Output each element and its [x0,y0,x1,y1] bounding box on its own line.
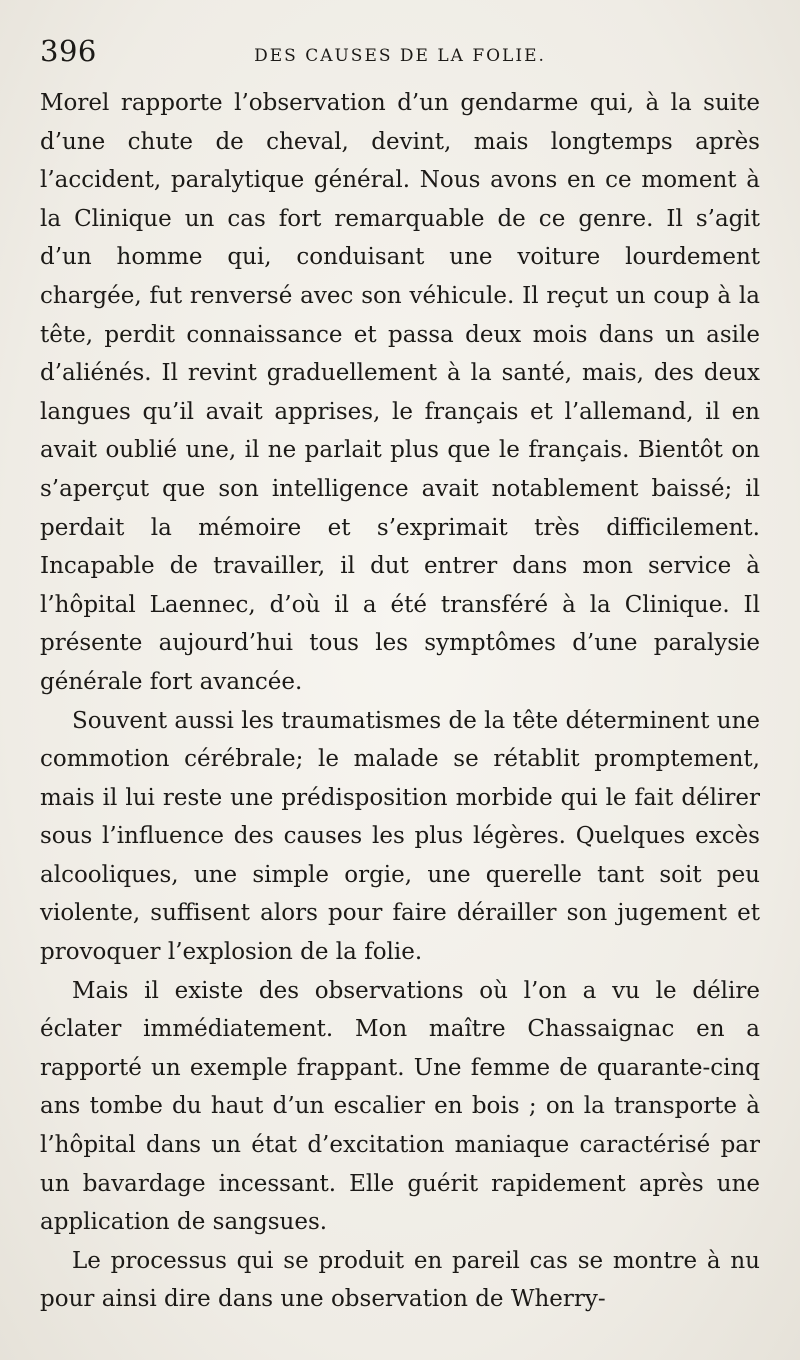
paragraph: Souvent aussi les traumatismes de la tête déterminent une commotion cérébrale; le malade se rétablit promptement, mais il lui reste une prédisposition morbide qui le fait délirer sous l’influence des causes les plus légères. Quelques excès alcooliques, une simple orgie, une querelle tant soit peu violente, suffisent alors pour faire dérailler son jugement et provoquer l’explosion de la folie. [40,707,760,966]
paragraph: Morel rapporte l’observation d’un gendarme qui, à la suite d’une chute de cheval, devint, mais longtemps après l’accident, paralytique général. Nous avons en ce moment à la Clinique un cas fort remarquable de ce genre. Il s’agit d’un homme qui, conduisant une voiture lourdement chargée, fut renversé avec son véhicule. Il reçut un coup à la tête, perdit connaissance et passa deux mois dans un asile d’aliénés. Il revint graduellement à la santé, mais, des deux langues qu’il avait apprises, le français et l’allemand, il en avait oublié une, il ne parlait plus que le français. Bientôt on s’aperçut que son intelligence avait notablement baissé; il perdait la mémoire et s’exprimait très difficilement. Incapable de travailler, il dut entrer dans mon service à l’hôpital Laennec, d’où il a été transféré à la Clinique. Il présente aujourd’hui tous les symptômes d’une paralysie générale fort avancée. [40,90,760,695]
page-header [40,34,760,74]
body-text [40,84,760,1319]
paragraph: Mais il existe des observations où l’on a vu le délire éclater immédiatement. Mon maître Chassaignac en a rapporté un exemple frappant. Une femme de quarante-cinq ans tombe du haut d’un escalier en bois ; on la transporte à l’hôpital dans un état d’excitation maniaque caractérisé par un bavardage incessant. Elle guérit rapidement après une application de sangsues. [40,977,760,1236]
paragraph: Le processus qui se produit en pareil cas se montre à nu pour ainsi dire dans une observation de Wherry- [40,1247,760,1313]
page-number: 396 [40,34,97,68]
running-head: DES CAUSES DE LA FOLIE. [254,46,546,66]
